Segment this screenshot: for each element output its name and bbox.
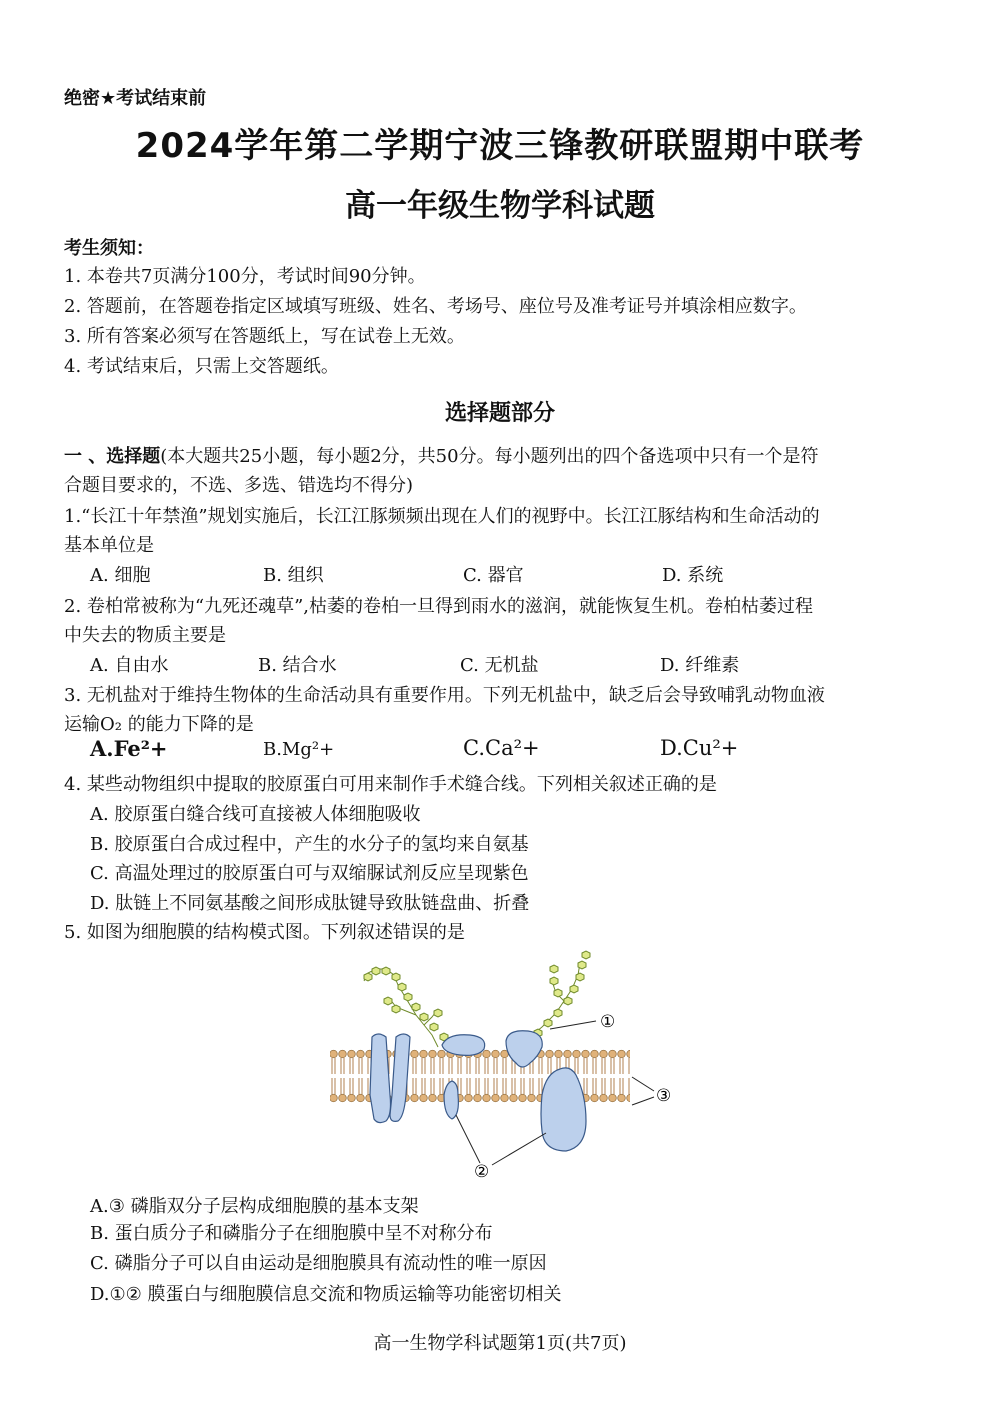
- q3-option-c: C.Ca²+: [463, 736, 540, 760]
- notice-item: 2. 答题前，在答题卷指定区域填写班级、姓名、考场号、座位号及准考证号并填涂相应数字。: [64, 296, 807, 317]
- exam-title: 2024学年第二学期宁波三锋教研联盟期中联考: [135, 126, 865, 166]
- section-title: 选择题部分: [444, 401, 555, 426]
- q5-stem: 5. 如图为细胞膜的结构模式图。下列叙述错误的是: [64, 922, 465, 943]
- q1-option-c: C. 器官: [463, 565, 524, 586]
- part-one-intro-cont: 合题目要求的，不选、多选、错选均不得分): [64, 475, 414, 496]
- q3-stem-cont: 运输O₂ 的能力下降的是: [64, 714, 254, 735]
- q4-stem: 4. 某些动物组织中提取的胶原蛋白可用来制作手术缝合线。下列相关叙述正确的是: [64, 774, 717, 795]
- q3-stem: 3. 无机盐对于维持生物体的生命活动具有重要作用。下列无机盐中，缺乏后会导致哺乳动物血液: [64, 685, 825, 706]
- q5-option-b: B. 蛋白质分子和磷脂分子在细胞膜中呈不对称分布: [90, 1223, 493, 1244]
- notice-item: 1. 本卷共7页满分100分，考试时间90分钟。: [64, 266, 426, 287]
- confidential-mark: 绝密★考试结束前: [64, 88, 207, 109]
- figure-label-1: ①: [600, 1012, 616, 1032]
- figure-label-2: ②: [474, 1162, 490, 1182]
- notice-item: 3. 所有答案必须写在答题纸上，写在试卷上无效。: [64, 326, 465, 347]
- q2-option-c: C. 无机盐: [460, 655, 539, 676]
- q2-stem-cont: 中失去的物质主要是: [64, 625, 226, 646]
- q5-option-c: C. 磷脂分子可以自由运动是细胞膜具有流动性的唯一原因: [90, 1253, 547, 1274]
- q3-option-b: B.Mg²+: [263, 739, 335, 760]
- q2-option-d: D. 纤维素: [660, 655, 740, 676]
- exam-subtitle: 高一年级生物学科试题: [345, 188, 655, 224]
- part-one-label: 一 、选择题: [64, 446, 161, 467]
- q4-option-a: A. 胶原蛋白缝合线可直接被人体细胞吸收: [90, 804, 421, 825]
- q2-option-b: B. 结合水: [258, 655, 337, 676]
- q4-option-b: B. 胶原蛋白合成过程中，产生的水分子的氢均来自氨基: [90, 834, 529, 855]
- q5-option-d: D.①② 膜蛋白与细胞膜信息交流和物质运输等功能密切相关: [90, 1284, 562, 1305]
- peripheral-protein: [442, 1035, 485, 1056]
- cell-membrane-figure: [320, 945, 690, 1185]
- q1-stem-cont: 基本单位是: [64, 535, 154, 556]
- part-one-intro-text: (本大题共25小题，每小题2分，共50分。每小题列出的四个备选项中只有一个是符: [160, 446, 819, 467]
- page-footer: 高一生物学科试题第1页(共7页): [373, 1333, 627, 1354]
- part-one-intro: [64, 442, 819, 468]
- q5-option-a: A.③ 磷脂双分子层构成细胞膜的基本支架: [90, 1196, 419, 1217]
- notice-heading: 考生须知：: [64, 238, 154, 259]
- q1-option-a: A. 细胞: [90, 565, 151, 586]
- q2-option-a: A. 自由水: [90, 655, 169, 676]
- q1-stem: 1.“长江十年禁渔”规划实施后，长江江豚频频出现在人们的视野中。长江江豚结构和生命活动的: [64, 506, 820, 527]
- q1-option-d: D. 系统: [662, 565, 724, 586]
- embedded-protein: [444, 1081, 458, 1119]
- notice-item: 4. 考试结束后，只需上交答题纸。: [64, 356, 339, 377]
- q2-stem: 2. 卷柏常被称为“九死还魂草”,枯萎的卷柏一旦得到雨水的滋润，就能恢复生机。卷柏枯萎过程: [64, 596, 814, 617]
- q3-option-d: D.Cu²+: [660, 736, 739, 760]
- q1-option-b: B. 组织: [263, 565, 324, 586]
- q3-option-a: A.Fe²+: [90, 736, 168, 761]
- q4-option-d: D. 肽链上不同氨基酸之间形成肽键导致肽链盘曲、折叠: [90, 893, 530, 914]
- q4-option-c: C. 高温处理过的胶原蛋白可与双缩脲试剂反应呈现紫色: [90, 863, 529, 884]
- figure-label-3: ③: [656, 1086, 672, 1106]
